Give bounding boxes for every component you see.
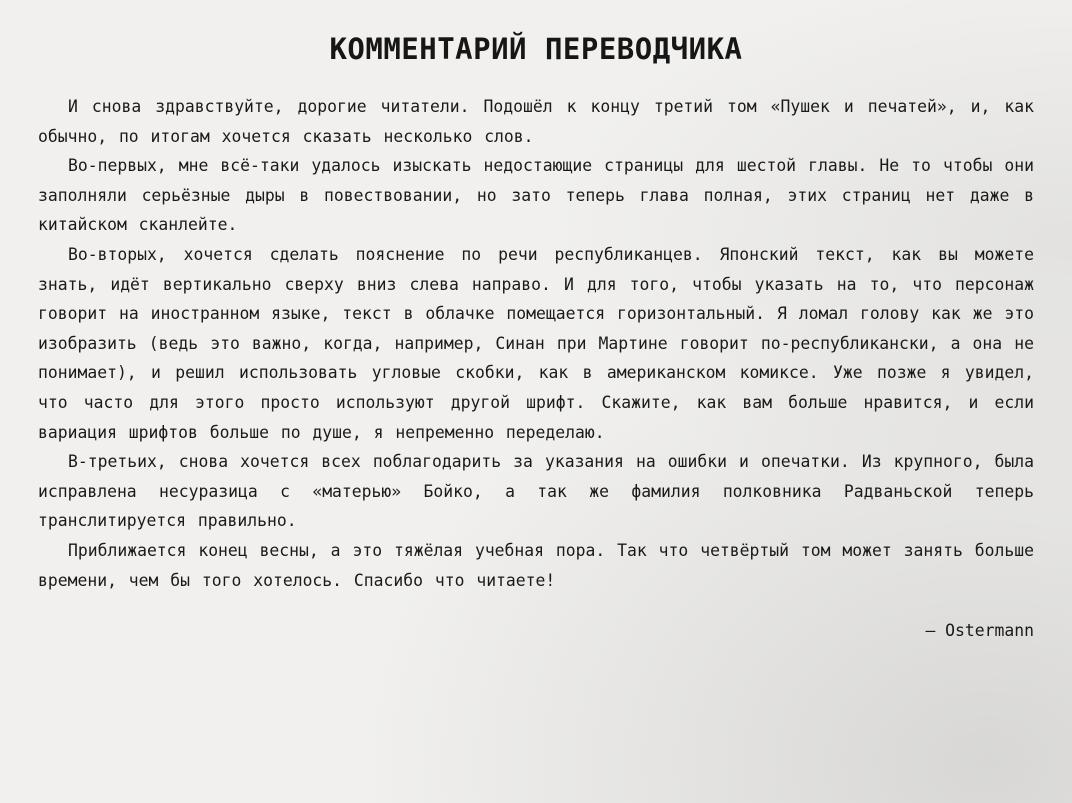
comment-body [38,92,1034,595]
paragraph-third: В-третьих, снова хочется всех поблагодарить за указания на ошибки и опечатки. Из крупного, была исправлена несуразица с «матерью» Бойко, а так же фамилия полковника Радваньской теперь транслитируется правильно. [38,452,1034,531]
signature: — Ostermann [925,621,1034,641]
paragraph-greeting: И снова здравствуйте, дорогие читатели. Подошёл к концу третий том «Пушек и печатей», и, как обычно, по итогам хочется сказать несколько слов. [38,97,1034,146]
paragraph-closing: Приближается конец весны, а это тяжёлая учебная пора. Так что четвёртый том может занять больше времени, чем бы того хотелось. Спасибо что читаете! [38,540,1034,590]
page-title: КОММЕНТАРИЙ ПЕРЕВОДЧИКА [329,32,743,66]
paragraph-first: Во-первых, мне всё-таки удалось изыскать недостающие страницы для шестой главы. Не то чтобы они заполняли серьёзные дыры в повествовании, но зато теперь глава полная, этих страниц нет даже в китайском сканлейте. [38,156,1034,235]
paragraph-second: Во-вторых, хочется сделать пояснение по речи республиканцев. Японский текст, как вы можете знать, идёт вертикально сверху вниз слева направо. И для того, чтобы указать на то, что персонаж говорит на иностранном языке, текст в облачке помещается горизонтальный. Я ломал голову как же это изобразить (ведь это важно, когда, например, Синан при Мартине говорит по-республикански, а она не понимает), и решил использовать угловые скобки, как в американском комиксе. Уже позже я увидел, что часто для этого просто используют другой шрифт. Скажите, как вам больше нравится, и если вариация шрифтов больше по душе, я непременно переделаю. [38,244,1034,442]
